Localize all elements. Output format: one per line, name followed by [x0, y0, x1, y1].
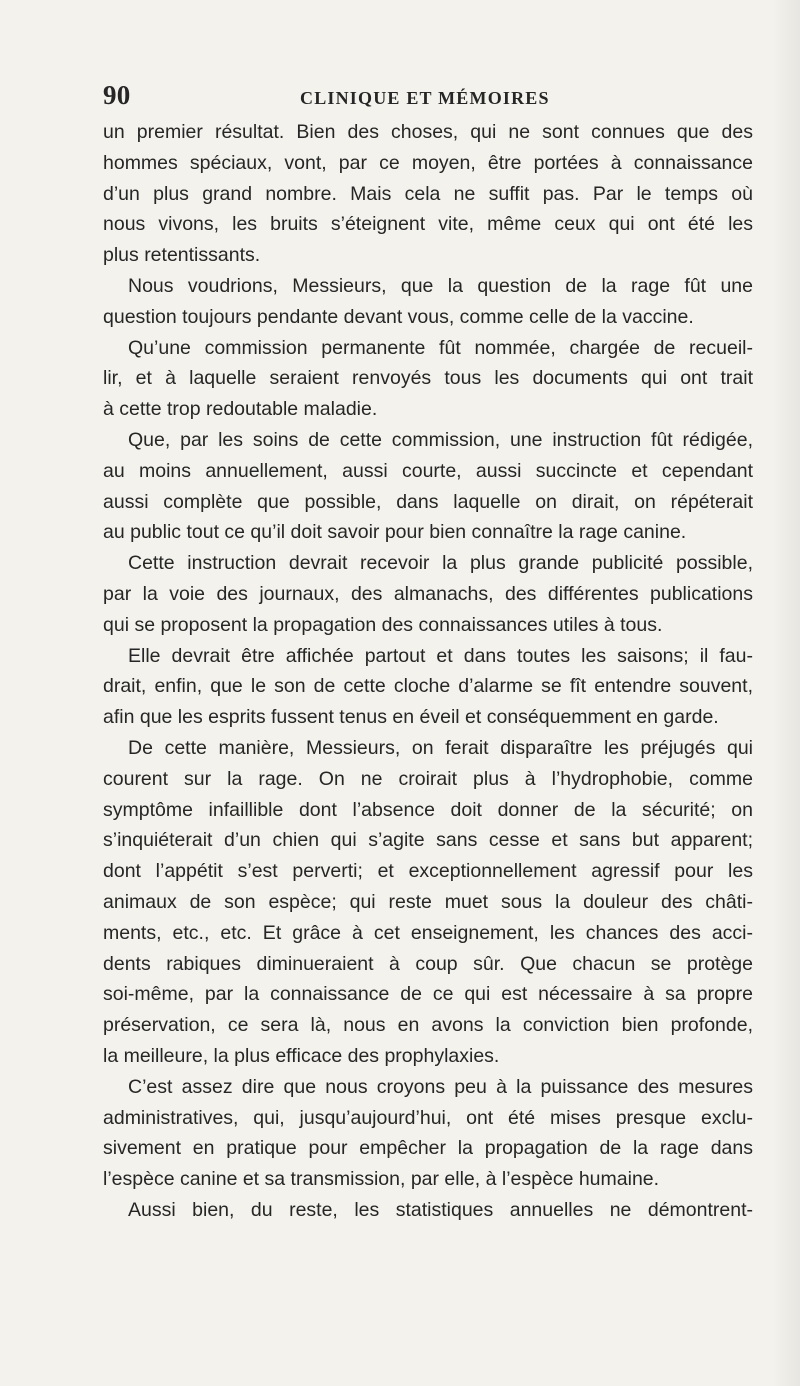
text-line: De cette manière, Messieurs, on ferait disparaître les préjugés qui	[128, 736, 753, 759]
text-line: ments, etc., etc. Et grâce à cet enseignement, les chances des acci-	[103, 921, 753, 944]
body-text	[103, 117, 753, 1226]
text-line: Qu’une commission permanente fût nommée, chargée de recueil-	[128, 336, 753, 359]
text-line: Cette instruction devrait recevoir la plus grande publicité possible,	[128, 552, 753, 575]
text-line: sivement en pratique pour empêcher la propagation de la rage dans	[103, 1137, 753, 1160]
text-line: dont l’appétit s’est perverti; et exceptionnellement agressif pour les	[103, 860, 753, 883]
page-edge-shadow	[772, 0, 800, 1386]
text-line: l’espèce canine et sa transmission, par elle, à l’espèce humaine.	[103, 1168, 660, 1191]
text-line: par la voie des journaux, des almanachs, des différentes publications	[103, 582, 753, 605]
text-line: Que, par les soins de cette commission, une instruction fût rédigée,	[128, 428, 753, 451]
text-line: au moins annuellement, aussi courte, aussi succincte et cependant	[103, 459, 753, 482]
text-line: question toujours pendante devant vous, comme celle de la vaccine.	[103, 305, 694, 328]
text-line: lir, et à laquelle seraient renvoyés tous les documents qui ont trait	[103, 367, 753, 390]
text-line: Nous voudrions, Messieurs, que la question de la rage fût une	[128, 274, 753, 297]
text-line: s’inquiéterait d’un chien qui s’agite sans cesse et sans but apparent;	[103, 829, 753, 852]
page-number: 90	[103, 80, 131, 110]
text-line: courent sur la rage. On ne croirait plus à l’hydrophobie, comme	[103, 767, 753, 790]
text-line: d’un plus grand nombre. Mais cela ne suffit pas. Par le temps où	[103, 182, 753, 205]
text-line: Aussi bien, du reste, les statistiques annuelles ne démontrent-	[128, 1198, 753, 1221]
text-line: administratives, qui, jusqu’aujourd’hui, ont été mises presque exclu-	[103, 1106, 753, 1129]
text-line: préservation, ce sera là, nous en avons la conviction bien profonde,	[103, 1014, 753, 1037]
text-line: C’est assez dire que nous croyons peu à la puissance des mesures	[128, 1075, 753, 1098]
text-line: aussi complète que possible, dans laquelle on dirait, on répéterait	[103, 490, 753, 513]
text-line: symptôme infaillible dont l’absence doit donner de la sécurité; on	[103, 798, 753, 821]
text-line: dents rabiques diminueraient à coup sûr. Que chacun se protège	[103, 952, 753, 975]
text-line: animaux de son espèce; qui reste muet sous la douleur des châti-	[103, 890, 753, 913]
text-line: Elle devrait être affichée partout et dans toutes les saisons; il fau-	[128, 644, 753, 667]
text-line: la meilleure, la plus efficace des prophylaxies.	[103, 1044, 500, 1067]
text-line: qui se proposent la propagation des connaissances utiles à tous.	[103, 613, 663, 636]
text-line: nous vivons, les bruits s’éteignent vite, même ceux qui ont été les	[103, 213, 753, 236]
text-line: drait, enfin, que le son de cette cloche d’alarme se fît entendre souvent,	[103, 675, 753, 698]
text-line: hommes spéciaux, vont, par ce moyen, être portées à connaissance	[103, 151, 753, 174]
text-line: afin que les esprits fussent tenus en éveil et conséquemment en garde.	[103, 706, 719, 729]
text-line: soi-même, par la connaissance de ce qui est nécessaire à sa propre	[103, 983, 753, 1006]
text-line: un premier résultat. Bien des choses, qui ne sont connues que des	[103, 121, 753, 143]
text-line: à cette trop redoutable maladie.	[103, 398, 378, 421]
text-line: plus retentissants.	[103, 244, 261, 267]
text-line: au public tout ce qu’il doit savoir pour bien connaître la rage canine.	[103, 521, 687, 544]
running-title: CLINIQUE ET MÉMOIRES	[300, 88, 550, 108]
page-header	[103, 80, 753, 110]
